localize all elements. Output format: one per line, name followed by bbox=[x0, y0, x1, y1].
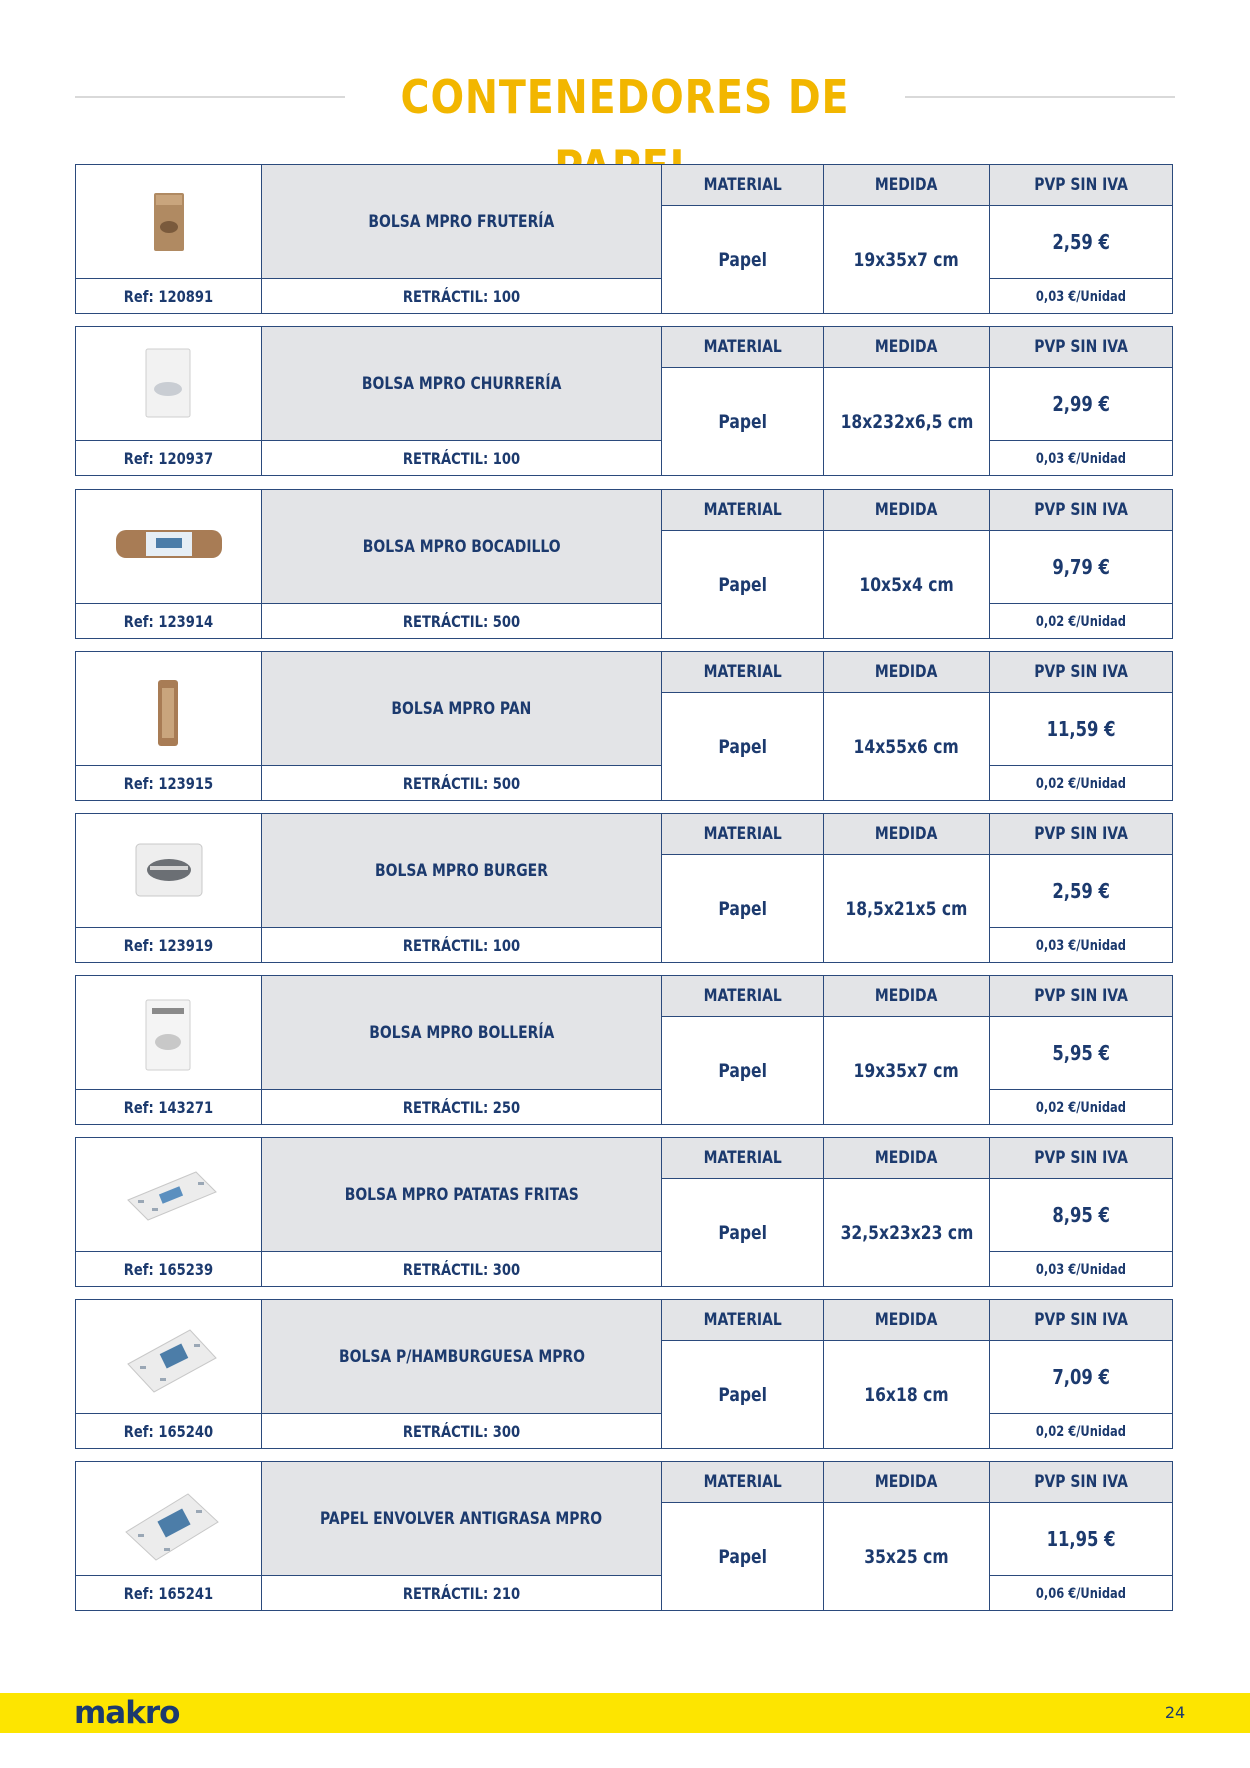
price-header bbox=[990, 652, 1172, 693]
product-row bbox=[75, 164, 1173, 314]
ref-value: Ref: 165240 bbox=[123, 1422, 214, 1441]
material-cell bbox=[662, 1503, 824, 1611]
page-number: 24 bbox=[1164, 1703, 1186, 1722]
price-value: 8,95 € bbox=[1052, 1203, 1110, 1227]
material-value: Papel bbox=[718, 1060, 767, 1082]
pack-cell bbox=[262, 604, 662, 639]
unit-price-cell bbox=[990, 928, 1172, 963]
product-row bbox=[75, 1137, 1173, 1287]
product-row bbox=[75, 651, 1173, 801]
size-header bbox=[824, 165, 990, 206]
material-header bbox=[662, 1138, 824, 1179]
ref-cell bbox=[76, 928, 262, 963]
size-header bbox=[824, 490, 990, 531]
price-header bbox=[990, 1300, 1172, 1341]
price-label: PVP SIN IVA bbox=[1034, 1472, 1128, 1492]
ref-value: Ref: 143271 bbox=[123, 1098, 214, 1117]
size-header bbox=[824, 814, 990, 855]
size-cell bbox=[824, 1503, 990, 1611]
price-value: 9,79 € bbox=[1052, 555, 1110, 579]
pack-cell bbox=[262, 1090, 662, 1125]
product-name-cell bbox=[262, 1300, 662, 1414]
price-value: 2,59 € bbox=[1052, 230, 1110, 254]
material-value: Papel bbox=[718, 574, 767, 596]
pack-value: RETRÁCTIL: 210 bbox=[402, 1584, 521, 1603]
product-row bbox=[75, 326, 1173, 476]
material-cell bbox=[662, 1179, 824, 1287]
price-cell bbox=[990, 1179, 1172, 1252]
material-cell bbox=[662, 693, 824, 801]
product-name: BOLSA MPRO CHURRERÍA bbox=[361, 373, 562, 394]
price-header bbox=[990, 1138, 1172, 1179]
price-label: PVP SIN IVA bbox=[1034, 500, 1128, 520]
material-cell bbox=[662, 531, 824, 639]
price-cell bbox=[990, 531, 1172, 604]
unit-price-cell bbox=[990, 604, 1172, 639]
unit-price-cell bbox=[990, 1090, 1172, 1125]
pack-cell bbox=[262, 279, 662, 314]
product-row bbox=[75, 1299, 1173, 1449]
pack-value: RETRÁCTIL: 100 bbox=[402, 449, 521, 468]
material-header bbox=[662, 490, 824, 531]
price-cell bbox=[990, 206, 1172, 279]
pack-value: RETRÁCTIL: 300 bbox=[402, 1422, 521, 1441]
price-value: 11,59 € bbox=[1046, 717, 1116, 741]
price-label: PVP SIN IVA bbox=[1034, 662, 1128, 682]
size-header bbox=[824, 327, 990, 368]
product-name-cell bbox=[262, 652, 662, 766]
material-label: MATERIAL bbox=[703, 662, 782, 682]
product-name-cell bbox=[262, 976, 662, 1090]
material-header bbox=[662, 814, 824, 855]
product-row bbox=[75, 975, 1173, 1125]
product-name-cell bbox=[262, 1138, 662, 1252]
size-value: 10x5x4 cm bbox=[859, 574, 954, 596]
size-label: MEDIDA bbox=[875, 1148, 938, 1168]
material-header bbox=[662, 165, 824, 206]
price-header bbox=[990, 976, 1172, 1017]
unit-price-cell bbox=[990, 1414, 1172, 1449]
product-name: BOLSA MPRO FRUTERÍA bbox=[368, 211, 555, 232]
ref-cell bbox=[76, 441, 262, 476]
product-image bbox=[76, 490, 262, 604]
size-cell bbox=[824, 531, 990, 639]
size-header bbox=[824, 652, 990, 693]
price-label: PVP SIN IVA bbox=[1034, 824, 1128, 844]
size-value: 16x18 cm bbox=[864, 1384, 949, 1406]
unit-price-cell bbox=[990, 766, 1172, 801]
pack-cell bbox=[262, 1414, 662, 1449]
product-image bbox=[76, 1300, 262, 1414]
makro-logo: makro bbox=[74, 1695, 180, 1731]
size-value: 14x55x6 cm bbox=[853, 736, 960, 758]
material-cell bbox=[662, 368, 824, 476]
product-name-cell bbox=[262, 490, 662, 604]
size-cell bbox=[824, 368, 990, 476]
ref-cell bbox=[76, 1414, 262, 1449]
material-value: Papel bbox=[718, 736, 767, 758]
size-label: MEDIDA bbox=[875, 1310, 938, 1330]
material-value: Papel bbox=[718, 898, 767, 920]
product-image bbox=[76, 1138, 262, 1252]
material-label: MATERIAL bbox=[703, 337, 782, 357]
size-header bbox=[824, 1462, 990, 1503]
ref-value: Ref: 120891 bbox=[123, 287, 214, 306]
price-cell bbox=[990, 368, 1172, 441]
pack-cell bbox=[262, 766, 662, 801]
product-image bbox=[76, 976, 262, 1090]
unit-price-value: 0,03 €/Unidad bbox=[1035, 288, 1127, 305]
unit-price-value: 0,03 €/Unidad bbox=[1035, 1261, 1127, 1278]
ref-cell bbox=[76, 1090, 262, 1125]
size-header bbox=[824, 1138, 990, 1179]
product-name: BOLSA MPRO PATATAS FRITAS bbox=[344, 1184, 579, 1205]
price-label: PVP SIN IVA bbox=[1034, 1148, 1128, 1168]
unit-price-value: 0,03 €/Unidad bbox=[1035, 937, 1127, 954]
product-name: BOLSA MPRO BOCADILLO bbox=[362, 536, 561, 557]
pack-cell bbox=[262, 1252, 662, 1287]
pack-cell bbox=[262, 441, 662, 476]
ref-value: Ref: 123915 bbox=[123, 774, 214, 793]
ref-cell bbox=[76, 279, 262, 314]
price-header bbox=[990, 490, 1172, 531]
unit-price-cell bbox=[990, 279, 1172, 314]
price-header bbox=[990, 814, 1172, 855]
unit-price-cell bbox=[990, 1576, 1172, 1611]
pack-cell bbox=[262, 928, 662, 963]
footer-bar bbox=[0, 1693, 1250, 1733]
ref-cell bbox=[76, 1252, 262, 1287]
product-image bbox=[76, 652, 262, 766]
material-value: Papel bbox=[718, 1384, 767, 1406]
material-header bbox=[662, 976, 824, 1017]
material-label: MATERIAL bbox=[703, 1148, 782, 1168]
material-cell bbox=[662, 206, 824, 314]
ref-value: Ref: 123919 bbox=[123, 936, 214, 955]
price-cell bbox=[990, 693, 1172, 766]
size-value: 18x232x6,5 cm bbox=[840, 411, 973, 433]
size-value: 35x25 cm bbox=[864, 1546, 949, 1568]
pack-value: RETRÁCTIL: 250 bbox=[402, 1098, 521, 1117]
price-cell bbox=[990, 855, 1172, 928]
title-divider-right bbox=[905, 96, 1175, 98]
size-label: MEDIDA bbox=[875, 824, 938, 844]
size-cell bbox=[824, 855, 990, 963]
price-value: 11,95 € bbox=[1046, 1527, 1116, 1551]
material-header bbox=[662, 1462, 824, 1503]
size-cell bbox=[824, 1017, 990, 1125]
material-value: Papel bbox=[718, 1222, 767, 1244]
price-header bbox=[990, 165, 1172, 206]
size-cell bbox=[824, 693, 990, 801]
pack-value: RETRÁCTIL: 100 bbox=[402, 287, 521, 306]
size-cell bbox=[824, 1341, 990, 1449]
material-label: MATERIAL bbox=[703, 986, 782, 1006]
size-cell bbox=[824, 1179, 990, 1287]
price-header bbox=[990, 1462, 1172, 1503]
size-header bbox=[824, 976, 990, 1017]
product-name-cell bbox=[262, 814, 662, 928]
pack-value: RETRÁCTIL: 300 bbox=[402, 1260, 521, 1279]
price-cell bbox=[990, 1503, 1172, 1576]
ref-value: Ref: 165241 bbox=[123, 1584, 214, 1603]
unit-price-value: 0,06 €/Unidad bbox=[1035, 1585, 1127, 1602]
ref-value: Ref: 120937 bbox=[123, 449, 214, 468]
product-name: PAPEL ENVOLVER ANTIGRASA MPRO bbox=[320, 1508, 603, 1529]
size-label: MEDIDA bbox=[875, 986, 938, 1006]
pack-cell bbox=[262, 1576, 662, 1611]
unit-price-value: 0,02 €/Unidad bbox=[1035, 1099, 1127, 1116]
product-name: BOLSA MPRO BURGER bbox=[375, 860, 548, 881]
pack-value: RETRÁCTIL: 500 bbox=[402, 612, 521, 631]
size-header bbox=[824, 1300, 990, 1341]
pack-value: RETRÁCTIL: 100 bbox=[402, 936, 521, 955]
material-header bbox=[662, 1300, 824, 1341]
price-value: 2,99 € bbox=[1052, 392, 1110, 416]
unit-price-cell bbox=[990, 1252, 1172, 1287]
product-image bbox=[76, 814, 262, 928]
product-image bbox=[76, 327, 262, 441]
product-name: BOLSA MPRO BOLLERÍA bbox=[368, 1022, 555, 1043]
size-label: MEDIDA bbox=[875, 500, 938, 520]
ref-value: Ref: 165239 bbox=[123, 1260, 214, 1279]
size-cell bbox=[824, 206, 990, 314]
product-row bbox=[75, 489, 1173, 639]
price-value: 5,95 € bbox=[1052, 1041, 1110, 1065]
size-value: 19x35x7 cm bbox=[853, 1060, 960, 1082]
product-name: BOLSA P/HAMBURGUESA MPRO bbox=[338, 1346, 585, 1367]
price-label: PVP SIN IVA bbox=[1034, 1310, 1128, 1330]
price-label: PVP SIN IVA bbox=[1034, 175, 1128, 195]
size-value: 32,5x23x23 cm bbox=[840, 1222, 973, 1244]
material-value: Papel bbox=[718, 1546, 767, 1568]
size-label: MEDIDA bbox=[875, 1472, 938, 1492]
material-label: MATERIAL bbox=[703, 1310, 782, 1330]
ref-cell bbox=[76, 766, 262, 801]
size-label: MEDIDA bbox=[875, 337, 938, 357]
price-value: 7,09 € bbox=[1052, 1365, 1110, 1389]
price-cell bbox=[990, 1017, 1172, 1090]
material-value: Papel bbox=[718, 411, 767, 433]
unit-price-value: 0,03 €/Unidad bbox=[1035, 450, 1127, 467]
price-label: PVP SIN IVA bbox=[1034, 337, 1128, 357]
unit-price-value: 0,02 €/Unidad bbox=[1035, 775, 1127, 792]
pack-value: RETRÁCTIL: 500 bbox=[402, 774, 521, 793]
product-image bbox=[76, 165, 262, 279]
unit-price-cell bbox=[990, 441, 1172, 476]
product-name-cell bbox=[262, 327, 662, 441]
material-label: MATERIAL bbox=[703, 500, 782, 520]
material-value: Papel bbox=[718, 249, 767, 271]
page-title: CONTENEDORES DE bbox=[400, 70, 850, 124]
material-header bbox=[662, 327, 824, 368]
size-label: MEDIDA bbox=[875, 662, 938, 682]
title-divider-left bbox=[75, 96, 345, 98]
material-cell bbox=[662, 1341, 824, 1449]
size-value: 18,5x21x5 cm bbox=[845, 898, 968, 920]
material-header bbox=[662, 652, 824, 693]
price-header bbox=[990, 327, 1172, 368]
unit-price-value: 0,02 €/Unidad bbox=[1035, 613, 1127, 630]
unit-price-value: 0,02 €/Unidad bbox=[1035, 1423, 1127, 1440]
product-name-cell bbox=[262, 165, 662, 279]
product-row bbox=[75, 1461, 1173, 1611]
material-label: MATERIAL bbox=[703, 1472, 782, 1492]
material-cell bbox=[662, 855, 824, 963]
material-label: MATERIAL bbox=[703, 175, 782, 195]
product-name: BOLSA MPRO PAN bbox=[391, 698, 532, 719]
price-value: 2,59 € bbox=[1052, 879, 1110, 903]
size-label: MEDIDA bbox=[875, 175, 938, 195]
product-row bbox=[75, 813, 1173, 963]
material-cell bbox=[662, 1017, 824, 1125]
size-value: 19x35x7 cm bbox=[853, 249, 960, 271]
price-label: PVP SIN IVA bbox=[1034, 986, 1128, 1006]
ref-cell bbox=[76, 604, 262, 639]
product-image bbox=[76, 1462, 262, 1576]
material-label: MATERIAL bbox=[703, 824, 782, 844]
product-name-cell bbox=[262, 1462, 662, 1576]
ref-cell bbox=[76, 1576, 262, 1611]
price-cell bbox=[990, 1341, 1172, 1414]
ref-value: Ref: 123914 bbox=[123, 612, 214, 631]
